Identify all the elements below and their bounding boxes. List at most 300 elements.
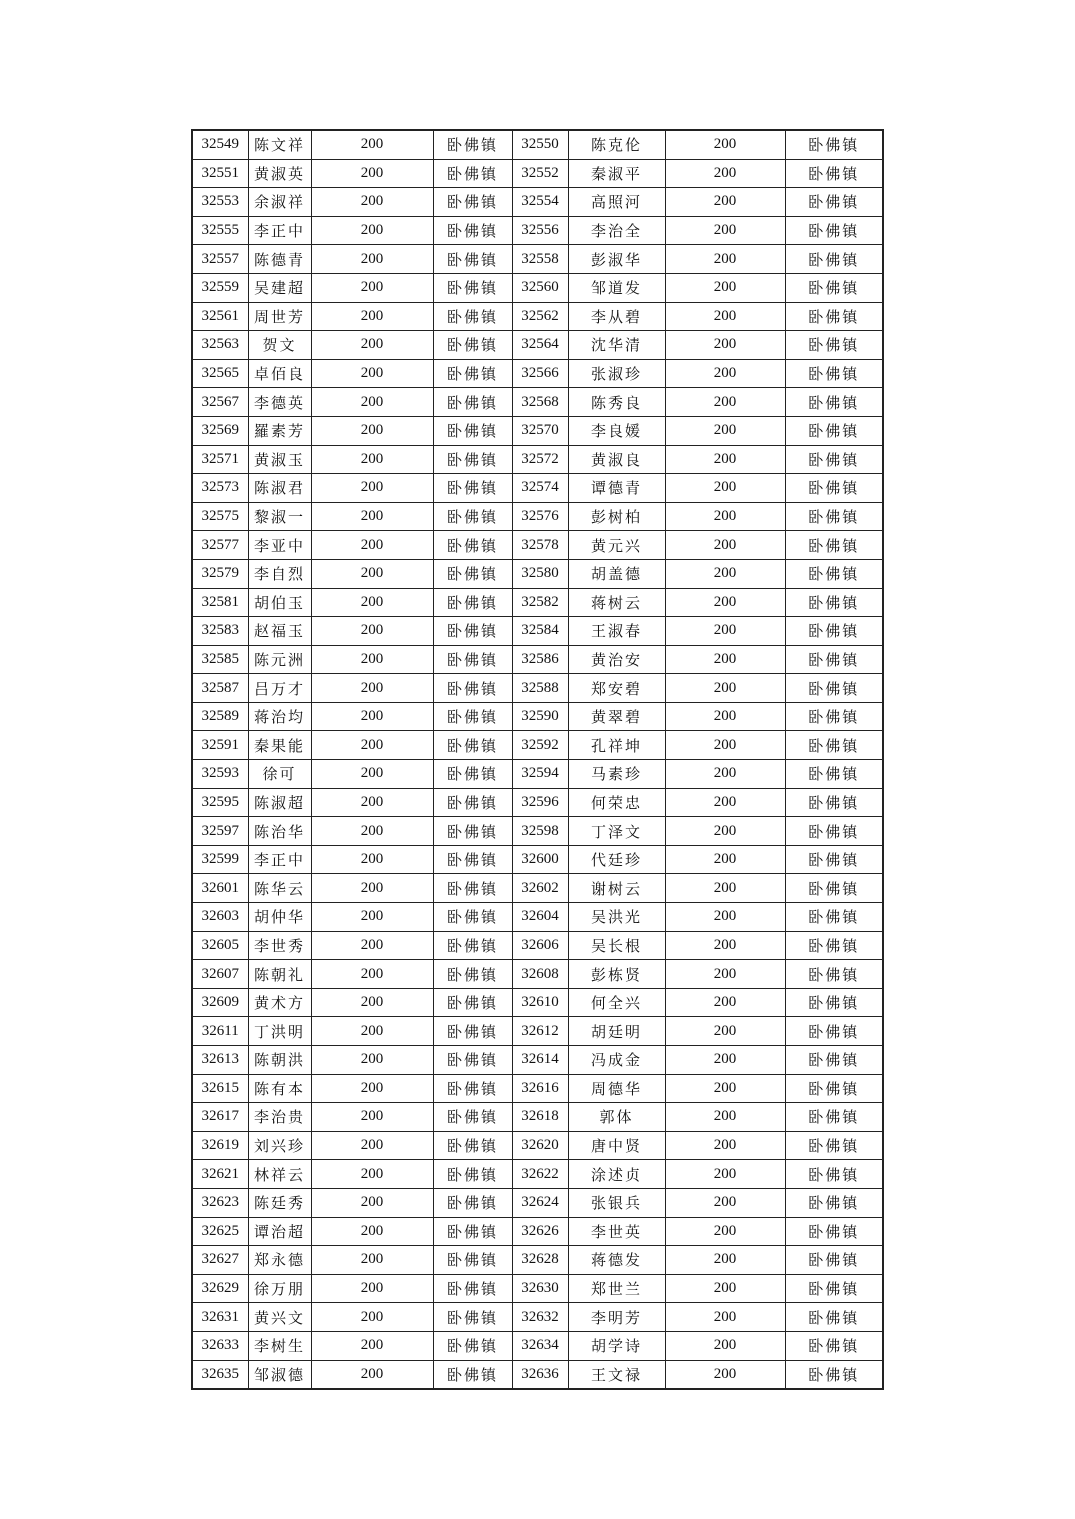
name-cell: 李德英 [248,388,311,417]
serial-number-cell: 32630 [512,1274,568,1303]
amount-cell: 200 [311,273,433,302]
table-row [192,302,883,331]
amount-cell: 200 [665,445,785,474]
amount-cell: 200 [311,531,433,560]
serial-number-cell: 32604 [512,903,568,932]
serial-number-cell: 32598 [512,817,568,846]
table-row [192,645,883,674]
town-cell: 卧佛镇 [433,1103,512,1132]
name-cell: 谭治超 [248,1217,311,1246]
town-cell: 卧佛镇 [433,1046,512,1075]
amount-cell: 200 [311,645,433,674]
town-cell: 卧佛镇 [433,845,512,874]
serial-number-cell: 32594 [512,760,568,789]
serial-number-cell: 32629 [192,1274,248,1303]
town-cell: 卧佛镇 [433,1331,512,1360]
town-cell: 卧佛镇 [433,731,512,760]
town-cell: 卧佛镇 [785,1074,883,1103]
name-cell: 李树生 [248,1331,311,1360]
amount-cell: 200 [311,416,433,445]
table-row [192,903,883,932]
serial-number-cell: 32617 [192,1103,248,1132]
name-cell: 郑世兰 [568,1274,665,1303]
serial-number-cell: 32566 [512,359,568,388]
table-row [192,817,883,846]
name-cell: 秦果能 [248,731,311,760]
serial-number-cell: 32608 [512,960,568,989]
town-cell: 卧佛镇 [433,1160,512,1189]
amount-cell: 200 [311,1303,433,1332]
serial-number-cell: 32616 [512,1074,568,1103]
serial-number-cell: 32609 [192,988,248,1017]
name-cell: 蒋树云 [568,588,665,617]
amount-cell: 200 [665,731,785,760]
amount-cell: 200 [311,1074,433,1103]
amount-cell: 200 [665,1274,785,1303]
town-cell: 卧佛镇 [785,245,883,274]
town-cell: 卧佛镇 [785,1303,883,1332]
amount-cell: 200 [311,1017,433,1046]
table-row [192,674,883,703]
name-cell: 涂述贞 [568,1160,665,1189]
name-cell: 陈华云 [248,874,311,903]
serial-number-cell: 32613 [192,1046,248,1075]
amount-cell: 200 [665,617,785,646]
town-cell: 卧佛镇 [433,903,512,932]
town-cell: 卧佛镇 [433,645,512,674]
name-cell: 胡盖德 [568,559,665,588]
serial-number-cell: 32624 [512,1188,568,1217]
amount-cell: 200 [665,559,785,588]
amount-cell: 200 [665,302,785,331]
amount-cell: 200 [311,445,433,474]
name-cell: 彭淑华 [568,245,665,274]
serial-number-cell: 32561 [192,302,248,331]
amount-cell: 200 [665,1246,785,1275]
serial-number-cell: 32579 [192,559,248,588]
table-row [192,1188,883,1217]
serial-number-cell: 32591 [192,731,248,760]
town-cell: 卧佛镇 [785,188,883,217]
town-cell: 卧佛镇 [785,302,883,331]
town-cell: 卧佛镇 [433,331,512,360]
amount-cell: 200 [665,388,785,417]
table-row [192,702,883,731]
amount-cell: 200 [311,1188,433,1217]
amount-cell: 200 [665,159,785,188]
amount-cell: 200 [311,188,433,217]
serial-number-cell: 32590 [512,702,568,731]
town-cell: 卧佛镇 [433,1360,512,1389]
serial-number-cell: 32572 [512,445,568,474]
serial-number-cell: 32633 [192,1331,248,1360]
serial-number-cell: 32576 [512,502,568,531]
town-cell: 卧佛镇 [433,874,512,903]
town-cell: 卧佛镇 [433,1274,512,1303]
town-cell: 卧佛镇 [785,931,883,960]
name-cell: 彭栋贤 [568,960,665,989]
name-cell: 黄元兴 [568,531,665,560]
name-cell: 陈治华 [248,817,311,846]
name-cell: 郑永德 [248,1246,311,1275]
town-cell: 卧佛镇 [433,702,512,731]
town-cell: 卧佛镇 [433,245,512,274]
amount-cell: 200 [311,359,433,388]
town-cell: 卧佛镇 [433,588,512,617]
amount-cell: 200 [665,702,785,731]
town-cell: 卧佛镇 [433,502,512,531]
town-cell: 卧佛镇 [785,588,883,617]
name-cell: 黄翠碧 [568,702,665,731]
name-cell: 陈元洲 [248,645,311,674]
amount-cell: 200 [665,273,785,302]
serial-number-cell: 32631 [192,1303,248,1332]
name-cell: 黄淑良 [568,445,665,474]
name-cell: 陈朝洪 [248,1046,311,1075]
name-cell: 周世芳 [248,302,311,331]
name-cell: 李世英 [568,1217,665,1246]
town-cell: 卧佛镇 [785,1017,883,1046]
table-row [192,731,883,760]
town-cell: 卧佛镇 [785,731,883,760]
serial-number-cell: 32599 [192,845,248,874]
name-cell: 李治贵 [248,1103,311,1132]
name-cell: 谭德青 [568,474,665,503]
name-cell: 高照河 [568,188,665,217]
serial-number-cell: 32620 [512,1131,568,1160]
table-row [192,1074,883,1103]
serial-number-cell: 32595 [192,788,248,817]
amount-cell: 200 [311,502,433,531]
name-cell: 陈淑君 [248,474,311,503]
serial-number-cell: 32632 [512,1303,568,1332]
town-cell: 卧佛镇 [433,788,512,817]
name-cell: 羅素芳 [248,416,311,445]
table-body [192,130,883,1389]
town-cell: 卧佛镇 [785,531,883,560]
name-cell: 邹淑德 [248,1360,311,1389]
town-cell: 卧佛镇 [433,159,512,188]
serial-number-cell: 32610 [512,988,568,1017]
serial-number-cell: 32562 [512,302,568,331]
town-cell: 卧佛镇 [785,502,883,531]
amount-cell: 200 [311,1331,433,1360]
town-cell: 卧佛镇 [785,960,883,989]
amount-cell: 200 [665,931,785,960]
amount-cell: 200 [665,416,785,445]
serial-number-cell: 32549 [192,130,248,159]
amount-cell: 200 [311,1103,433,1132]
amount-cell: 200 [665,502,785,531]
amount-cell: 200 [665,674,785,703]
amount-cell: 200 [665,1217,785,1246]
serial-number-cell: 32621 [192,1160,248,1189]
amount-cell: 200 [665,130,785,159]
serial-number-cell: 32568 [512,388,568,417]
amount-cell: 200 [311,588,433,617]
table-row [192,216,883,245]
amount-cell: 200 [665,1188,785,1217]
town-cell: 卧佛镇 [433,474,512,503]
amount-cell: 200 [665,874,785,903]
amount-cell: 200 [311,216,433,245]
amount-cell: 200 [311,474,433,503]
town-cell: 卧佛镇 [785,416,883,445]
town-cell: 卧佛镇 [785,702,883,731]
serial-number-cell: 32622 [512,1160,568,1189]
serial-number-cell: 32585 [192,645,248,674]
name-cell: 贺文 [248,331,311,360]
amount-cell: 200 [311,302,433,331]
name-cell: 李正中 [248,216,311,245]
town-cell: 卧佛镇 [785,788,883,817]
amount-cell: 200 [311,903,433,932]
town-cell: 卧佛镇 [785,845,883,874]
town-cell: 卧佛镇 [433,988,512,1017]
amount-cell: 200 [665,1303,785,1332]
table-row [192,502,883,531]
serial-number-cell: 32574 [512,474,568,503]
name-cell: 徐万朋 [248,1274,311,1303]
serial-number-cell: 32612 [512,1017,568,1046]
name-cell: 黄术方 [248,988,311,1017]
town-cell: 卧佛镇 [433,1246,512,1275]
town-cell: 卧佛镇 [785,903,883,932]
name-cell: 谢树云 [568,874,665,903]
name-cell: 王淑春 [568,617,665,646]
name-cell: 秦淑平 [568,159,665,188]
serial-number-cell: 32619 [192,1131,248,1160]
name-cell: 李从碧 [568,302,665,331]
amount-cell: 200 [665,588,785,617]
serial-number-cell: 32559 [192,273,248,302]
amount-cell: 200 [665,760,785,789]
amount-cell: 200 [665,1331,785,1360]
amount-cell: 200 [665,1074,785,1103]
town-cell: 卧佛镇 [433,273,512,302]
table-row [192,1103,883,1132]
amount-cell: 200 [665,331,785,360]
town-cell: 卧佛镇 [785,988,883,1017]
name-cell: 李自烈 [248,559,311,588]
amount-cell: 200 [665,645,785,674]
town-cell: 卧佛镇 [433,388,512,417]
name-cell: 蒋德发 [568,1246,665,1275]
town-cell: 卧佛镇 [785,874,883,903]
serial-number-cell: 32623 [192,1188,248,1217]
amount-cell: 200 [311,617,433,646]
table-row [192,1303,883,1332]
name-cell: 陈克伦 [568,130,665,159]
town-cell: 卧佛镇 [785,216,883,245]
town-cell: 卧佛镇 [433,760,512,789]
town-cell: 卧佛镇 [433,817,512,846]
table-row [192,531,883,560]
table-row [192,1274,883,1303]
name-cell: 余淑祥 [248,188,311,217]
name-cell: 胡伯玉 [248,588,311,617]
serial-number-cell: 32554 [512,188,568,217]
town-cell: 卧佛镇 [785,760,883,789]
town-cell: 卧佛镇 [785,1160,883,1189]
name-cell: 代廷珍 [568,845,665,874]
serial-number-cell: 32597 [192,817,248,846]
serial-number-cell: 32558 [512,245,568,274]
town-cell: 卧佛镇 [785,445,883,474]
name-cell: 丁洪明 [248,1017,311,1046]
serial-number-cell: 32611 [192,1017,248,1046]
town-cell: 卧佛镇 [785,645,883,674]
table-row [192,559,883,588]
table-row [192,1331,883,1360]
amount-cell: 200 [665,988,785,1017]
amount-cell: 200 [311,130,433,159]
town-cell: 卧佛镇 [433,960,512,989]
amount-cell: 200 [311,817,433,846]
name-cell: 邹道发 [568,273,665,302]
amount-cell: 200 [311,674,433,703]
table-row [192,445,883,474]
town-cell: 卧佛镇 [433,359,512,388]
amount-cell: 200 [665,531,785,560]
town-cell: 卧佛镇 [433,188,512,217]
amount-cell: 200 [665,817,785,846]
town-cell: 卧佛镇 [785,817,883,846]
serial-number-cell: 32565 [192,359,248,388]
name-cell: 徐可 [248,760,311,789]
name-cell: 郑安碧 [568,674,665,703]
serial-number-cell: 32575 [192,502,248,531]
serial-number-cell: 32628 [512,1246,568,1275]
amount-cell: 200 [665,788,785,817]
amount-cell: 200 [665,359,785,388]
serial-number-cell: 32563 [192,331,248,360]
table-row [192,760,883,789]
amount-cell: 200 [311,245,433,274]
town-cell: 卧佛镇 [433,130,512,159]
serial-number-cell: 32555 [192,216,248,245]
amount-cell: 200 [665,903,785,932]
amount-cell: 200 [311,331,433,360]
name-cell: 吕万才 [248,674,311,703]
serial-number-cell: 32550 [512,130,568,159]
serial-number-cell: 32587 [192,674,248,703]
serial-number-cell: 32596 [512,788,568,817]
town-cell: 卧佛镇 [433,445,512,474]
amount-cell: 200 [665,845,785,874]
amount-cell: 200 [665,1160,785,1189]
table-row [192,845,883,874]
name-cell: 胡廷明 [568,1017,665,1046]
amount-cell: 200 [665,245,785,274]
name-cell: 何全兴 [568,988,665,1017]
town-cell: 卧佛镇 [433,216,512,245]
town-cell: 卧佛镇 [785,559,883,588]
amount-cell: 200 [311,1246,433,1275]
serial-number-cell: 32569 [192,416,248,445]
table-row [192,1360,883,1389]
amount-cell: 200 [665,1103,785,1132]
amount-cell: 200 [311,1131,433,1160]
town-cell: 卧佛镇 [785,388,883,417]
amount-cell: 200 [665,960,785,989]
serial-number-cell: 32606 [512,931,568,960]
town-cell: 卧佛镇 [433,416,512,445]
serial-number-cell: 32577 [192,531,248,560]
name-cell: 黄兴文 [248,1303,311,1332]
serial-number-cell: 32582 [512,588,568,617]
table-row [192,159,883,188]
amount-cell: 200 [665,1131,785,1160]
serial-number-cell: 32602 [512,874,568,903]
town-cell: 卧佛镇 [433,1131,512,1160]
table-row [192,416,883,445]
amount-cell: 200 [665,1360,785,1389]
name-cell: 沈华清 [568,331,665,360]
serial-number-cell: 32627 [192,1246,248,1275]
town-cell: 卧佛镇 [785,1131,883,1160]
name-cell: 李正中 [248,845,311,874]
town-cell: 卧佛镇 [785,1188,883,1217]
serial-number-cell: 32592 [512,731,568,760]
table-row [192,359,883,388]
town-cell: 卧佛镇 [433,559,512,588]
serial-number-cell: 32614 [512,1046,568,1075]
town-cell: 卧佛镇 [785,331,883,360]
serial-number-cell: 32603 [192,903,248,932]
table-row [192,388,883,417]
town-cell: 卧佛镇 [433,617,512,646]
table-row [192,617,883,646]
serial-number-cell: 32551 [192,159,248,188]
serial-number-cell: 32586 [512,645,568,674]
amount-cell: 200 [311,159,433,188]
town-cell: 卧佛镇 [433,531,512,560]
serial-number-cell: 32564 [512,331,568,360]
serial-number-cell: 32600 [512,845,568,874]
table-row [192,245,883,274]
name-cell: 唐中贤 [568,1131,665,1160]
amount-cell: 200 [311,931,433,960]
amount-cell: 200 [311,388,433,417]
town-cell: 卧佛镇 [785,674,883,703]
town-cell: 卧佛镇 [785,1246,883,1275]
town-cell: 卧佛镇 [785,1331,883,1360]
name-cell: 丁泽文 [568,817,665,846]
serial-number-cell: 32634 [512,1331,568,1360]
name-cell: 何荣忠 [568,788,665,817]
town-cell: 卧佛镇 [433,1217,512,1246]
serial-number-cell: 32552 [512,159,568,188]
name-cell: 黄治安 [568,645,665,674]
amount-cell: 200 [665,188,785,217]
serial-number-cell: 32588 [512,674,568,703]
serial-number-cell: 32578 [512,531,568,560]
amount-cell: 200 [665,1046,785,1075]
name-cell: 陈秀良 [568,388,665,417]
table-row [192,474,883,503]
name-cell: 黎淑一 [248,502,311,531]
serial-number-cell: 32593 [192,760,248,789]
town-cell: 卧佛镇 [433,931,512,960]
name-cell: 陈文祥 [248,130,311,159]
serial-number-cell: 32635 [192,1360,248,1389]
name-cell: 林祥云 [248,1160,311,1189]
name-cell: 蒋治均 [248,702,311,731]
name-cell: 胡学诗 [568,1331,665,1360]
name-cell: 王文禄 [568,1360,665,1389]
name-cell: 陈有本 [248,1074,311,1103]
